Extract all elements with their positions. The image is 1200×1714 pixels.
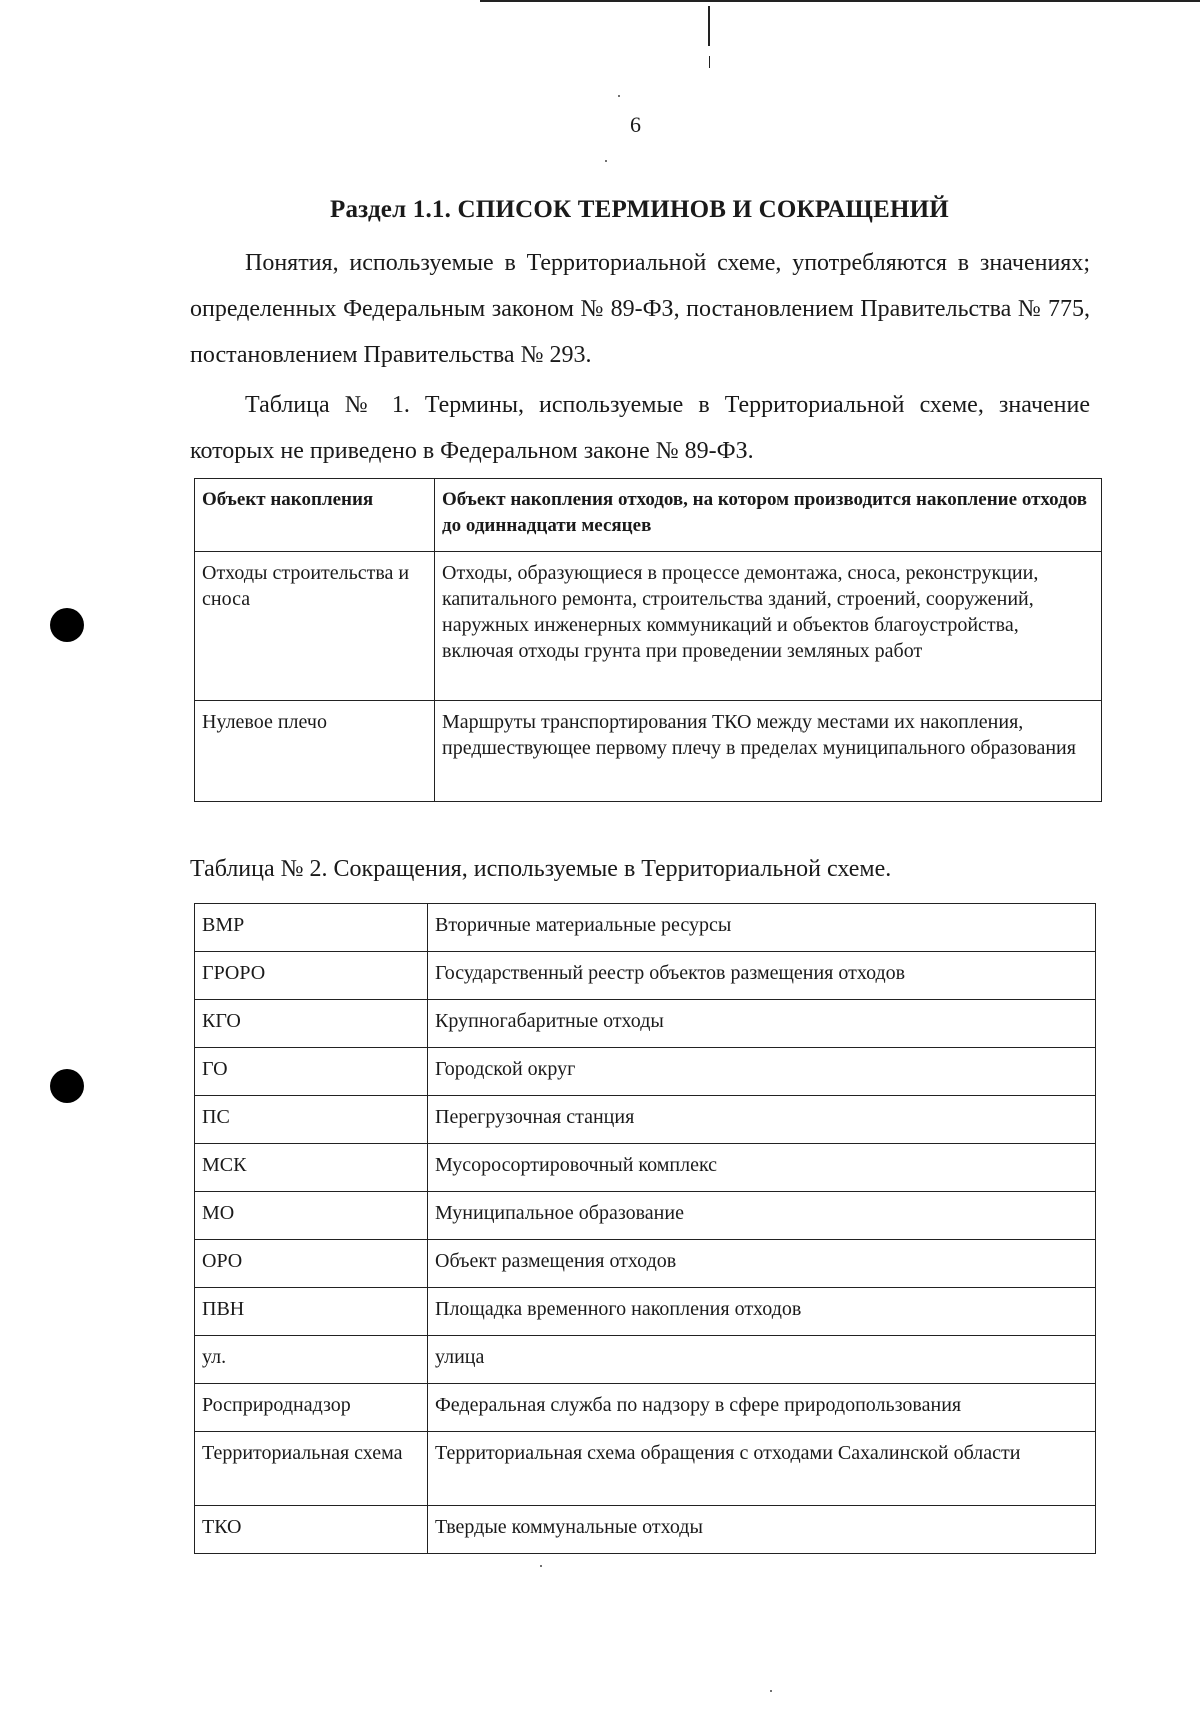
- page-number: 6: [630, 112, 641, 137]
- definition-cell: Маршруты транспортирования ТКО между местами их накопления, предшествующее первому плечу в пределах муниципального образования: [435, 701, 1102, 802]
- table-row: [195, 552, 1102, 701]
- table-row: [195, 479, 1102, 552]
- abbr-cell: ПС: [195, 1096, 428, 1144]
- table-row: [195, 701, 1102, 802]
- table1-caption: Таблица № 1. Термины, используемые в Территориальной схеме, значение которых не приведено в Федеральном законе № 89-ФЗ.: [190, 392, 1090, 464]
- scan-vertical-mark-2: [709, 56, 710, 68]
- abbr-cell: Территориальная схема: [195, 1432, 428, 1506]
- intro-paragraph: Понятия, используемые в Территориальной схеме, употребляются в значениях; определенных Федеральным законом № 89-ФЗ, постановлением Правительства № 775, постановлением Правительства № 293.: [190, 250, 1090, 368]
- abbr-cell: ГО: [195, 1048, 428, 1096]
- scan-vertical-mark: [708, 6, 710, 46]
- table-row: [195, 1096, 1096, 1144]
- scan-top-line: [480, 0, 1200, 2]
- abbr-cell: МСК: [195, 1144, 428, 1192]
- table-row: [195, 904, 1096, 952]
- abbr-cell: ГРОРО: [195, 952, 428, 1000]
- scan-speck: [605, 160, 607, 162]
- meaning-cell: Крупногабаритные отходы: [428, 1000, 1096, 1048]
- meaning-cell: Территориальная схема обращения с отходами Сахалинской области: [428, 1432, 1096, 1506]
- abbr-cell: ОРО: [195, 1240, 428, 1288]
- meaning-cell: улица: [428, 1336, 1096, 1384]
- table-row: [195, 1432, 1096, 1506]
- scan-speck: [770, 1690, 772, 1692]
- abbreviations-table: [194, 903, 1096, 1554]
- scan-speck: [618, 95, 620, 97]
- table-row: [195, 1240, 1096, 1288]
- table2-caption: Таблица № 2. Сокращения, используемые в Территориальной схеме.: [190, 856, 892, 882]
- table-row: [195, 952, 1096, 1000]
- term-cell: Нулевое плечо: [195, 701, 435, 802]
- term-cell: Отходы строительства и сноса: [195, 552, 435, 701]
- punch-hole-upper: [50, 608, 84, 642]
- table-row: [195, 1048, 1096, 1096]
- meaning-cell: Перегрузочная станция: [428, 1096, 1096, 1144]
- table-row: [195, 1506, 1096, 1554]
- meaning-cell: Площадка временного накопления отходов: [428, 1288, 1096, 1336]
- terms-table: [194, 478, 1102, 802]
- meaning-cell: Государственный реестр объектов размещения отходов: [428, 952, 1096, 1000]
- meaning-cell: Вторичные материальные ресурсы: [428, 904, 1096, 952]
- meaning-cell: Твердые коммунальные отходы: [428, 1506, 1096, 1554]
- meaning-cell: Объект размещения отходов: [428, 1240, 1096, 1288]
- table-row: [195, 1000, 1096, 1048]
- meaning-cell: Мусоросортировочный комплекс: [428, 1144, 1096, 1192]
- abbr-cell: КГО: [195, 1000, 428, 1048]
- punch-hole-lower: [50, 1069, 84, 1103]
- abbr-cell: ПВН: [195, 1288, 428, 1336]
- meaning-cell: Федеральная служба по надзору в сфере природопользования: [428, 1384, 1096, 1432]
- table-row: [195, 1144, 1096, 1192]
- term-cell: Объект накопления: [195, 479, 435, 552]
- definition-cell: Отходы, образующиеся в процессе демонтажа, сноса, реконструкции, капитального ремонта, строительства зданий, строений, сооружений, наружных инженерных коммуникаций и объектов благоустройства, включая отходы грунта при проведении земляных работ: [435, 552, 1102, 701]
- meaning-cell: Муниципальное образование: [428, 1192, 1096, 1240]
- abbr-cell: МО: [195, 1192, 428, 1240]
- table-row: [195, 1384, 1096, 1432]
- section-title: Раздел 1.1. СПИСОК ТЕРМИНОВ И СОКРАЩЕНИЙ: [330, 196, 949, 223]
- abbr-cell: Росприроднадзор: [195, 1384, 428, 1432]
- abbr-cell: ул.: [195, 1336, 428, 1384]
- abbr-cell: ТКО: [195, 1506, 428, 1554]
- scan-speck: [540, 1565, 542, 1567]
- meaning-cell: Городской округ: [428, 1048, 1096, 1096]
- table-row: [195, 1288, 1096, 1336]
- definition-cell: Объект накопления отходов, на котором производится накопление отходов до одиннадцати месяцев: [435, 479, 1102, 552]
- table-row: [195, 1192, 1096, 1240]
- abbr-cell: ВМР: [195, 904, 428, 952]
- table-row: [195, 1336, 1096, 1384]
